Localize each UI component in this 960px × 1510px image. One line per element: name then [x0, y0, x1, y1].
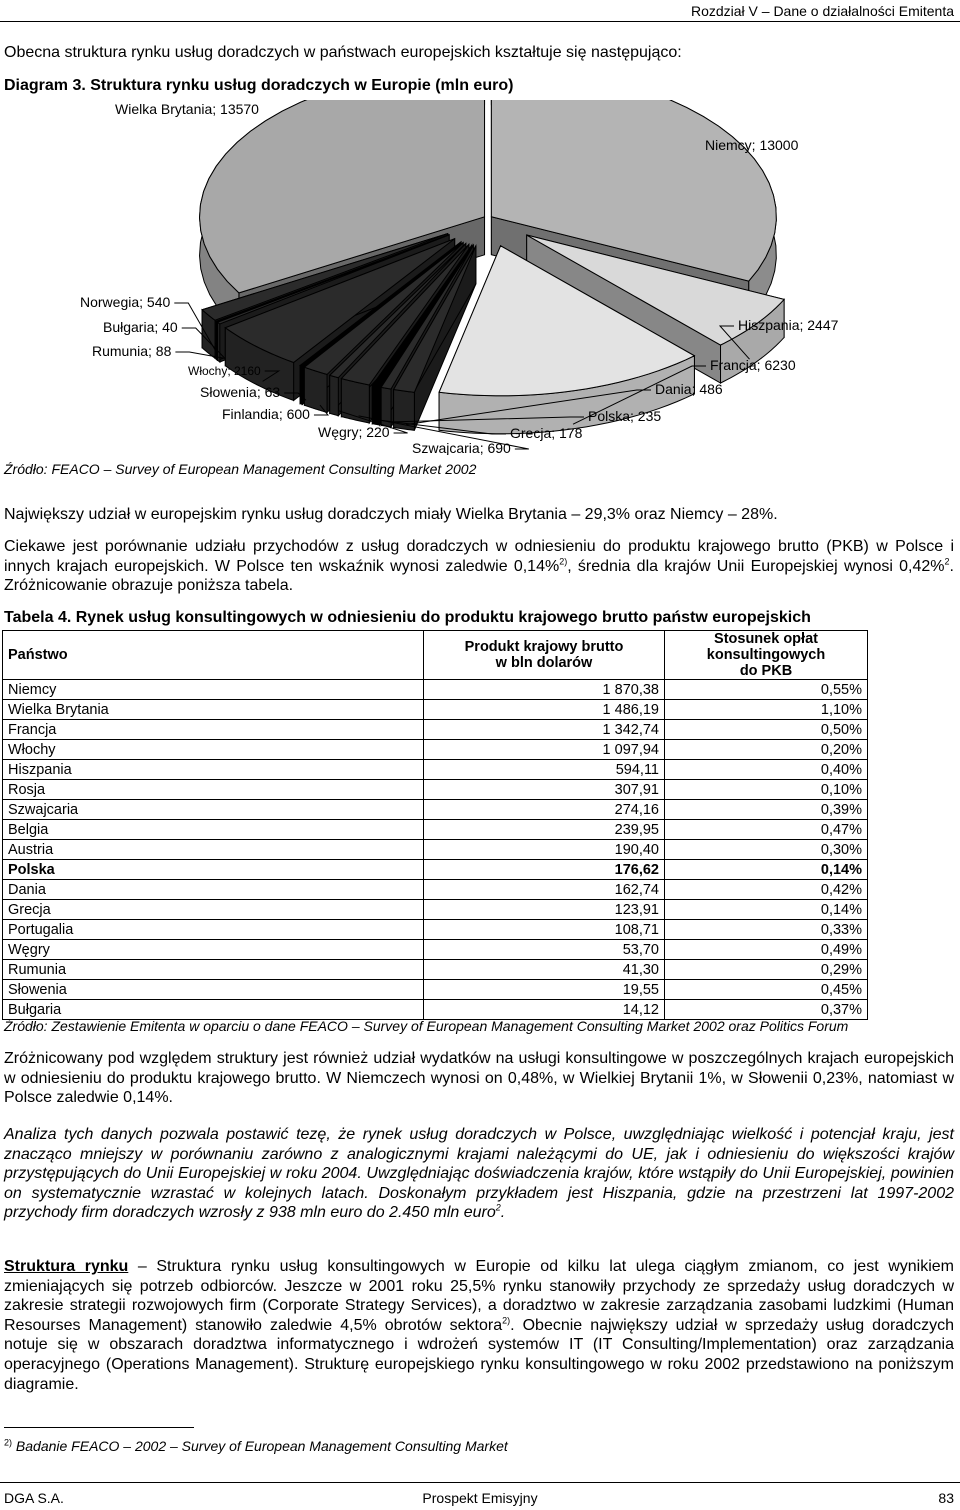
pie-label-norwegia: Norwegia; 540: [80, 294, 171, 310]
table-row: [3, 800, 868, 820]
pie-label-niemcy: Niemcy; 13000: [705, 137, 799, 153]
cell-country: Słowenia: [3, 980, 424, 1000]
cell-gdp: 176,62: [424, 860, 665, 880]
pie-label-polska: Polska; 235: [588, 408, 662, 424]
cell-gdp: 123,91: [424, 900, 665, 920]
pie-slice-side: [218, 322, 220, 362]
cell-gdp: 239,95: [424, 820, 665, 840]
cell-ratio: 0,10%: [665, 780, 868, 800]
footnote-rule: [4, 1427, 194, 1428]
cell-gdp: 274,16: [424, 800, 665, 820]
cell-ratio: 0,50%: [665, 720, 868, 740]
footer-rule: [0, 1482, 960, 1483]
gdp-consulting-table: [2, 630, 868, 1020]
paragraph-structure-differences: Zróżnicowany pod względem struktury jest również udział wydatków na usługi konsultingowe w poszczególnych krajach europejskich w odniesieniu do produktu krajowego brutto. W Niemczech wynosi on 0,48%, w Wielkiej Brytanii 1%, w Słowenii 0,23%, natomiast w Polsce zaledwie 0,14%.: [4, 1050, 954, 1107]
diagram-title: Diagram 3. Struktura rynku usług doradczych w Europie (mln euro): [4, 77, 514, 94]
header-ratio: Stosunek opłat konsultingowych do PKB: [665, 631, 868, 680]
table-row: [3, 760, 868, 780]
cell-ratio: 0,37%: [665, 1000, 868, 1020]
cell-ratio: 0,45%: [665, 980, 868, 1000]
paragraph-market-structure: Struktura rynku – Struktura rynku usług konsultingowych w Europie od kilku lat ulega ciągłym zmianom, co jest wynikiem zmieniających się potrzeb odbiorców. Jeszcze w 2001 roku 25,5% rynku stanowiły przychody ze sprzedaży usług doradczych w zakresie strategii rozwojowych firm (Corporate Strategy Services), a doradztwo w zakresie zarządzania zasobami ludzkimi (Human Resourses Management) stanowiło zaledwie 4,5% obrotów sektora$^{2)}$. Obecnie największy udział w sprzedaży usług doradczych notuje się w obszarach doradztwa informatycznego i wdrożeń systemów IT (IT Consulting/Implementation) oraz zarządzania operacyjnego (Operations Management). Strukturę europejskiego rynku konsultingowego w roku 2002 przedstawiono na poniższym diagramie.: [4, 1258, 955, 1393]
intro-text: Obecna struktura rynku usług doradczych w państwach europejskich kształtuje się następująco:: [4, 44, 682, 61]
pie-label-bułgaria: Bułgaria; 40: [103, 319, 178, 335]
pie-label-słowenia: Słowenia; 63: [200, 384, 281, 400]
cell-ratio: 0,49%: [665, 940, 868, 960]
cell-gdp: 53,70: [424, 940, 665, 960]
cell-country: Polska: [3, 860, 424, 880]
market-structure-label: Struktura rynku: [4, 1258, 129, 1275]
market-pie-chart: [0, 100, 960, 455]
cell-country: Hiszpania: [3, 760, 424, 780]
pie-label-rumunia: Rumunia; 88: [92, 343, 172, 359]
pie-label-finlandia: Finlandia; 600: [222, 406, 310, 422]
table-row: [3, 920, 868, 940]
table-row: [3, 680, 868, 700]
pie-label-węgry: Węgry; 220: [318, 424, 390, 440]
table-row: [3, 840, 868, 860]
pie-label-włochy: Włochy; 2160: [188, 364, 261, 378]
cell-gdp: 1 870,38: [424, 680, 665, 700]
cell-country: Włochy: [3, 740, 424, 760]
table-row: [3, 860, 868, 880]
running-header: Rozdział V – Dane o działalności Emitenta: [690, 3, 954, 19]
cell-gdp: 14,12: [424, 1000, 665, 1020]
pie-label-dania: Dania; 486: [655, 381, 723, 397]
cell-ratio: 0,55%: [665, 680, 868, 700]
cell-gdp: 1 486,19: [424, 700, 665, 720]
table-row: [3, 720, 868, 740]
footer-center: Prospekt Emisyjny: [422, 1490, 538, 1506]
cell-country: Szwajcaria: [3, 800, 424, 820]
table-row: [3, 940, 868, 960]
cell-country: Portugalia: [3, 920, 424, 940]
cell-gdp: 108,71: [424, 920, 665, 940]
cell-country: Rumunia: [3, 960, 424, 980]
paragraph-share: Największy udział w europejskim rynku usług doradczych miały Wielka Brytania – 29,3% oraz Niemcy – 28%.: [4, 506, 778, 523]
table-row: [3, 820, 868, 840]
cell-gdp: 19,55: [424, 980, 665, 1000]
pie-label-grecja: Grecja; 178: [510, 425, 583, 441]
header-gdp: Produkt krajowy brutto w bln dolarów: [424, 631, 665, 680]
cell-country: Bułgaria: [3, 1000, 424, 1020]
table-row: [3, 960, 868, 980]
table-title: Tabela 4. Rynek usług konsultingowych w odniesieniu do produktu krajowego brutto państw europejskich: [4, 609, 811, 626]
footnote: $^{2)}$ Badanie FEACO – 2002 – Survey of European Management Consulting Market: [4, 1437, 508, 1454]
table-row: [3, 880, 868, 900]
cell-country: Dania: [3, 880, 424, 900]
table-row: [3, 1000, 868, 1020]
cell-ratio: 0,42%: [665, 880, 868, 900]
table-body: [3, 680, 868, 1020]
table-row: [3, 780, 868, 800]
pie-slice-side: [330, 375, 339, 415]
cell-gdp: 1 342,74: [424, 720, 665, 740]
paragraph-comparison: Ciekawe jest porównanie udziału przychodów z usług doradczych w odniesieniu do produktu krajowego brutto (PKB) w Polsce i innych krajach europejskich. W Polsce ten wskaźnik wynosi zaledwie 0,14%$^{2)}$, średnia dla krajów Unii Europejskiej wynosi 0,42%$^2$. Zróżnicowanie obrazuje poniższa tabela.: [4, 538, 954, 595]
cell-ratio: 0,40%: [665, 760, 868, 780]
cell-country: Wielka Brytania: [3, 700, 424, 720]
cell-country: Austria: [3, 840, 424, 860]
cell-ratio: 0,20%: [665, 740, 868, 760]
pie-label-hiszpania: Hiszpania; 2447: [738, 317, 839, 333]
cell-ratio: 1,10%: [665, 700, 868, 720]
page-number: 83: [938, 1490, 954, 1506]
table-header-row: [3, 631, 868, 680]
cell-ratio: 0,14%: [665, 900, 868, 920]
pie-label-szwajcaria: Szwajcaria; 690: [412, 440, 511, 455]
cell-gdp: 307,91: [424, 780, 665, 800]
header-country: Państwo: [3, 631, 424, 680]
cell-country: Grecja: [3, 900, 424, 920]
table-row: [3, 700, 868, 720]
paragraph-analysis: Analiza tych danych pozwala postawić tezę, że rynek usług doradczych w Polsce, uwzględniając wielkość i potencjał kraju, jest znacząco mniejszy w porównaniu zarówno z analogicznymi krajami należącymi do UE, jak i odniesieniu do większości krajów przystępujących do Unii Europejskiej w roku 2004. Uwzględniając doświadczenia krajów, które wstąpiły do Unii Europejskiej, powinien on systematycznie wzrastać w kolejnych latach. Doskonałym przykładem jest Hiszpania, gdzie na przestrzeni lat 1997-2002 przychody firm doradczych wzrosły z 938 mln euro do 2.450 mln euro$^2$.: [4, 1126, 954, 1222]
cell-gdp: 1 097,94: [424, 740, 665, 760]
footer-left: DGA S.A.: [4, 1490, 64, 1506]
cell-ratio: 0,29%: [665, 960, 868, 980]
table-row: [3, 980, 868, 1000]
cell-country: Francja: [3, 720, 424, 740]
cell-ratio: 0,30%: [665, 840, 868, 860]
cell-ratio: 0,47%: [665, 820, 868, 840]
cell-ratio: 0,14%: [665, 860, 868, 880]
cell-gdp: 162,74: [424, 880, 665, 900]
cell-gdp: 41,30: [424, 960, 665, 980]
table-row: [3, 740, 868, 760]
chart-source: Źródło: FEACO – Survey of European Management Consulting Market 2002: [4, 461, 477, 477]
cell-country: Niemcy: [3, 680, 424, 700]
cell-gdp: 594,11: [424, 760, 665, 780]
pie-label-wielka-brytania: Wielka Brytania; 13570: [115, 101, 259, 117]
cell-ratio: 0,39%: [665, 800, 868, 820]
header-rule: [0, 21, 960, 22]
pie-label-francja: Francja; 6230: [710, 357, 796, 373]
table-row: [3, 900, 868, 920]
cell-country: Węgry: [3, 940, 424, 960]
cell-country: Belgia: [3, 820, 424, 840]
cell-gdp: 190,40: [424, 840, 665, 860]
pie-slice-side: [300, 366, 302, 405]
cell-country: Rosja: [3, 780, 424, 800]
cell-ratio: 0,33%: [665, 920, 868, 940]
table-source: Źródło: Zestawienie Emitenta w oparciu o dane FEACO – Survey of European Management Consulting Market 2002 oraz Politics Forum: [4, 1018, 849, 1034]
